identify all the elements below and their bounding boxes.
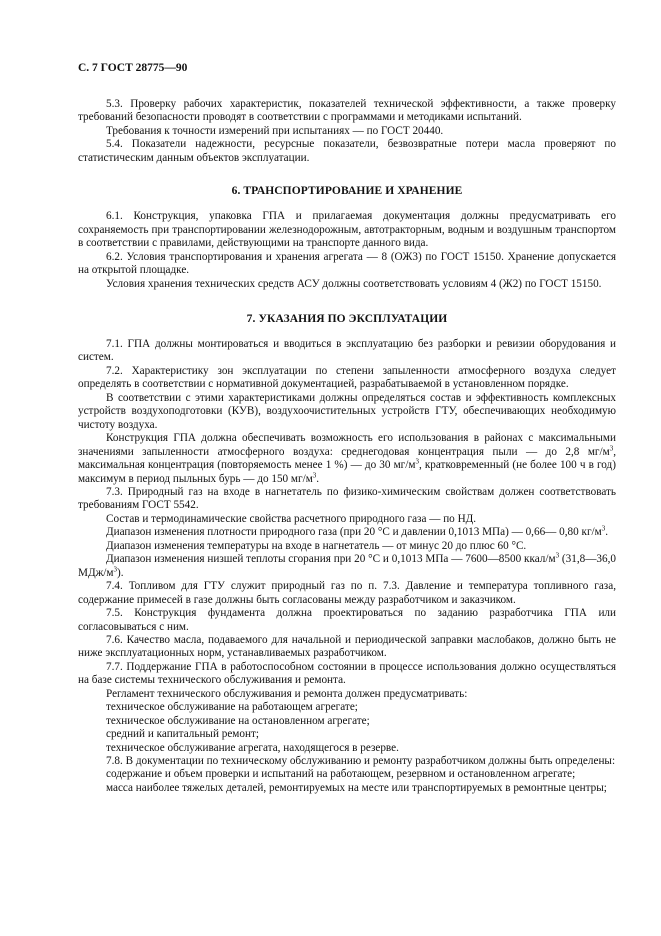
dust-text-c: , кратковременный (не более 100 ч в год) максимум в период пыльных бурь — до 150 мг/м	[78, 459, 616, 485]
paragraph-kuv: В соответствии с этими характеристиками должны определяться состав и эффективность комплексных устройств воздухоподготовки (КУВ), воздухоочистительных устройств ГТУ, обеспечивающих необходимую чистоту воздуха.	[78, 391, 616, 431]
paragraph-dust-limits	[78, 432, 616, 486]
list-item-inspection-scope: содержание и объем проверки и испытаний на работающем, резервном и остановленном агрегате;	[106, 768, 576, 781]
paragraph-7-6: 7.6. Качество масла, подаваемого для начальной и периодической заправки маслобаков, должно быть не ниже эксплуатационных норм, устанавливаемых разработчиком.	[78, 633, 616, 660]
dust-text-b: , максимальная концентрация (повторяемость менее 1 %) — до 30 мг/м	[78, 445, 616, 472]
paragraph-7-7: 7.7. Поддержание ГПА в работоспособном состоянии в процессе использования должно осуществляться на базе системы технического обслуживания и ремонта.	[78, 660, 616, 687]
paragraph-7-1: 7.1. ГПА должны монтироваться и вводиться в эксплуатацию без разборки и ревизии оборудования и систем.	[78, 337, 616, 364]
paragraph-accuracy: Требования к точности измерений при испытаниях — по ГОСТ 20440.	[106, 124, 444, 137]
paragraph-5-4: 5.4. Показатели надежности, ресурсные показатели, безвозвратные потери масла проверяют по статистическим данным объектов эксплуатации.	[78, 138, 616, 164]
paragraph-5-3: 5.3. Проверку рабочих характеристик, показателей технической эффективности, а также проверку требований безопасности проводят в соответствии с программами и методиками испытаний.	[78, 98, 616, 124]
paragraph-gas-density	[78, 526, 616, 539]
heat-text-c: ).	[117, 566, 124, 579]
paragraph-7-4: 7.4. Топливом для ГТУ служит природный газ по п. 7.3. Давление и температура топливного газа, содержание примесей в газе должны быть согласованы между разработчиком и заказчиком.	[78, 580, 616, 606]
dust-text-a: Конструкция ГПА должна обеспечивать возможность его использования в районах с максимальными значениями запыленности атмосферного воздуха: среднегодовая концентрация пыли — до 2,8 мг/м	[78, 432, 616, 458]
paragraph-7-2: 7.2. Характеристику зон эксплуатации по степени запыленности атмосферного воздуха следует определять в соответствии с нормативной документацией, разрабатываемой в установленном порядке.	[78, 364, 616, 391]
superscript: 3	[609, 443, 614, 452]
density-text-b: .	[605, 526, 609, 539]
list-item-maintenance-reserve: техническое обслуживание агрегата, находящегося в резерве.	[106, 741, 399, 754]
paragraph-7-8: 7.8. В документации по техническому обслуживанию и ремонту разработчиком должны быть определены:	[106, 755, 616, 768]
list-item-repair: средний и капитальный ремонт;	[106, 728, 259, 741]
dust-text-d: .	[316, 472, 320, 485]
superscript: 3	[312, 470, 317, 479]
superscript: 3	[555, 551, 560, 560]
paragraph-gas-temperature: Диапазон изменения температуры на входе в нагнетатель — от минус 20 до плюс 60 °С.	[106, 539, 527, 552]
paragraph-6-1: 6.1. Конструкция, упаковка ГПА и прилагаемая документация должны предусматривать его сохраняемость при транспортировании железнодорожным, автотракторным, водным и воздушным транспортом в соответствии с правилами, действующими на транспорте данного вида.	[78, 210, 616, 250]
section-6-title: 6. ТРАНСПОРТИРОВАНИЕ И ХРАНЕНИЕ	[231, 185, 463, 198]
paragraph-7-5: 7.5. Конструкция фундамента должна проектироваться по заданию разработчика ГПА или согласовываться с ним.	[78, 607, 616, 633]
section-7-title: 7. УКАЗАНИЯ ПО ЭКСПЛУАТАЦИИ	[246, 312, 448, 325]
list-item-maintenance-stopped: техническое обслуживание на остановленном агрегате;	[106, 714, 370, 727]
page-header: С. 7 ГОСТ 28775—90	[78, 62, 188, 74]
density-text-a: Диапазон изменения плотности природного газа (при 20 °С и давлении 0,1013 МПа) — 0,66— 0,80 кг/м	[106, 526, 602, 539]
heat-text-b: (31,8—36,0 МДж/м	[78, 553, 616, 579]
paragraph-asu-storage: Условия хранения технических средств АСУ должны соответствовать условиям 4 (Ж2) по ГОСТ 15150.	[106, 277, 602, 290]
superscript: 3	[601, 524, 606, 533]
list-item-maintenance-running: техническое обслуживание на работающем агрегате;	[106, 701, 358, 714]
list-item-heavy-parts: масса наиболее тяжелых деталей, ремонтируемых на месте или транспортируемых в ремонтные центры;	[106, 781, 607, 794]
document-page	[78, 62, 616, 795]
paragraph-heat-value	[78, 553, 616, 580]
heat-text-a: Диапазон изменения низшей теплоты сгорания при 20 °С и 0,1013 МПа — 7600—8500 ккал/м	[106, 553, 556, 566]
paragraph-regulation: Регламент технического обслуживания и ремонта должен предусматривать:	[106, 687, 468, 700]
paragraph-gas-composition: Состав и термодинамические свойства расчетного природного газа — по НД.	[106, 512, 477, 525]
paragraph-7-3: 7.3. Природный газ на входе в нагнетатель по физико-химическим свойствам должен соответствовать требованиям ГОСТ 5542.	[78, 485, 616, 512]
superscript: 3	[113, 564, 117, 573]
superscript: 3	[415, 457, 419, 466]
paragraph-6-2: 6.2. Условия транспортирования и хранения агрегата — 8 (ОЖ3) по ГОСТ 15150. Хранение допускается на открытой площадке.	[78, 250, 616, 277]
